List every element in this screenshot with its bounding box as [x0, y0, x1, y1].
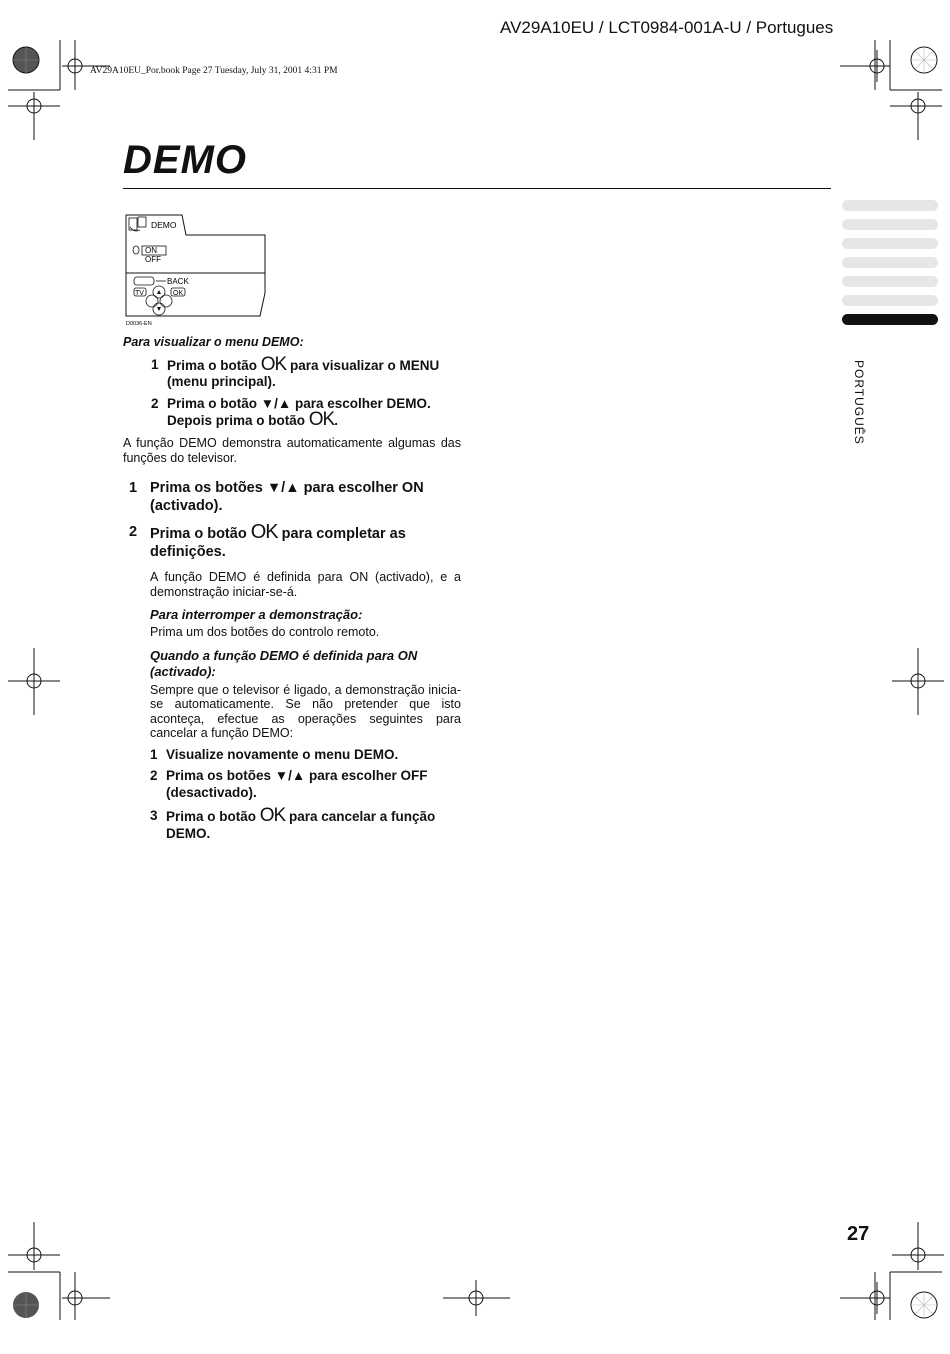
- title-divider: [123, 188, 831, 189]
- page-title: DEMO: [123, 138, 247, 182]
- demo-on-note: A função DEMO é definida para ON (activado), e a demonstração iniciar-se-á.: [150, 570, 461, 599]
- step-text: Prima o botão: [167, 358, 261, 373]
- ok-button-icon: OK: [260, 354, 287, 375]
- document-reference: AV29A10EU / LCT0984-001A-U / Portugues: [500, 18, 834, 37]
- interrupt-heading: Para interromper a demonstração:: [150, 607, 363, 622]
- figure-tv-label: TV: [135, 290, 144, 297]
- step-number: 1: [151, 357, 159, 372]
- demo-on-heading: Quando a função DEMO é definida para ON (activado):: [150, 647, 418, 679]
- step-text: Prima o botão: [150, 526, 251, 542]
- ok-button-icon: OK: [308, 409, 335, 430]
- cancel-step: [150, 804, 461, 842]
- print-info-line: AV29A10EU_Por.book Page 27 Tuesday, July 31, 2001 4:31 PM: [90, 66, 338, 76]
- page-number: 27: [847, 1223, 870, 1245]
- ok-button-icon: OK: [259, 804, 286, 826]
- figure-code: D0036-EN: [126, 321, 152, 327]
- step-number: 2: [129, 524, 138, 540]
- step-text: para cancelar a função DEMO.: [166, 808, 436, 841]
- step-number: 3: [150, 807, 158, 823]
- figure-ok-label: OK: [173, 290, 184, 297]
- chapter-tab-active: [842, 314, 938, 325]
- step-text: Prima os botões ▼/▲ para escolher ON (activado).: [150, 480, 424, 514]
- step-number: 2: [151, 396, 159, 411]
- view-steps: [151, 354, 461, 430]
- step-number: 1: [150, 746, 158, 762]
- chapter-tab: [842, 200, 938, 211]
- step-text: Prima os botões ▼/▲ para escolher OFF (desactivado).: [166, 767, 428, 800]
- step-text: para visualizar o MENU (menu principal).: [167, 358, 440, 389]
- figure-option-off: OFF: [145, 255, 161, 264]
- step-text: Visualize novamente o menu DEMO.: [166, 746, 399, 762]
- ok-button-icon: OK: [250, 521, 278, 543]
- chapter-tab: [842, 276, 938, 287]
- chapter-tab: [842, 257, 938, 268]
- side-language-label: PORTUGUÊS: [852, 360, 866, 445]
- main-step: [129, 479, 461, 515]
- step-number: 2: [150, 767, 158, 783]
- demo-on-text: Sempre que o televisor é ligado, a demonstração inicia-se automaticamente. Se não pretender que isto aconteça, efectue as operações seguintes para cancelar a função DEMO:: [150, 682, 461, 740]
- figure-back-label: BACK: [167, 277, 189, 286]
- interrupt-text: Prima um dos botões do controlo remoto.: [150, 625, 380, 639]
- cancel-step: [150, 767, 461, 801]
- step-text: para completar as definições.: [150, 526, 406, 560]
- step-text: Prima o botão: [166, 808, 260, 824]
- figure-tab-label: DEMO: [151, 220, 177, 230]
- view-step: [151, 396, 461, 429]
- main-step: [129, 523, 461, 561]
- chapter-tabs: [842, 200, 938, 333]
- cancel-steps: [150, 746, 461, 842]
- chapter-tab: [842, 295, 938, 306]
- step-text: Prima o botão ▼/▲ para escolher DEMO. Depois prima o botão: [167, 396, 431, 428]
- view-step: [151, 354, 461, 390]
- main-steps: [129, 479, 461, 561]
- cancel-step: [150, 746, 461, 763]
- figure-option-on: ON: [145, 246, 157, 255]
- demo-menu-figure: [124, 213, 269, 328]
- chapter-tab: [842, 219, 938, 230]
- step-number: 1: [129, 480, 138, 496]
- chapter-tab: [842, 238, 938, 249]
- view-menu-heading: Para visualizar o menu DEMO:: [123, 335, 304, 349]
- step-text: .: [334, 413, 338, 428]
- main-details: [150, 570, 461, 842]
- demo-intro-text: A função DEMO demonstra automaticamente algumas das funções do televisor.: [123, 436, 461, 465]
- main-content: [123, 335, 461, 842]
